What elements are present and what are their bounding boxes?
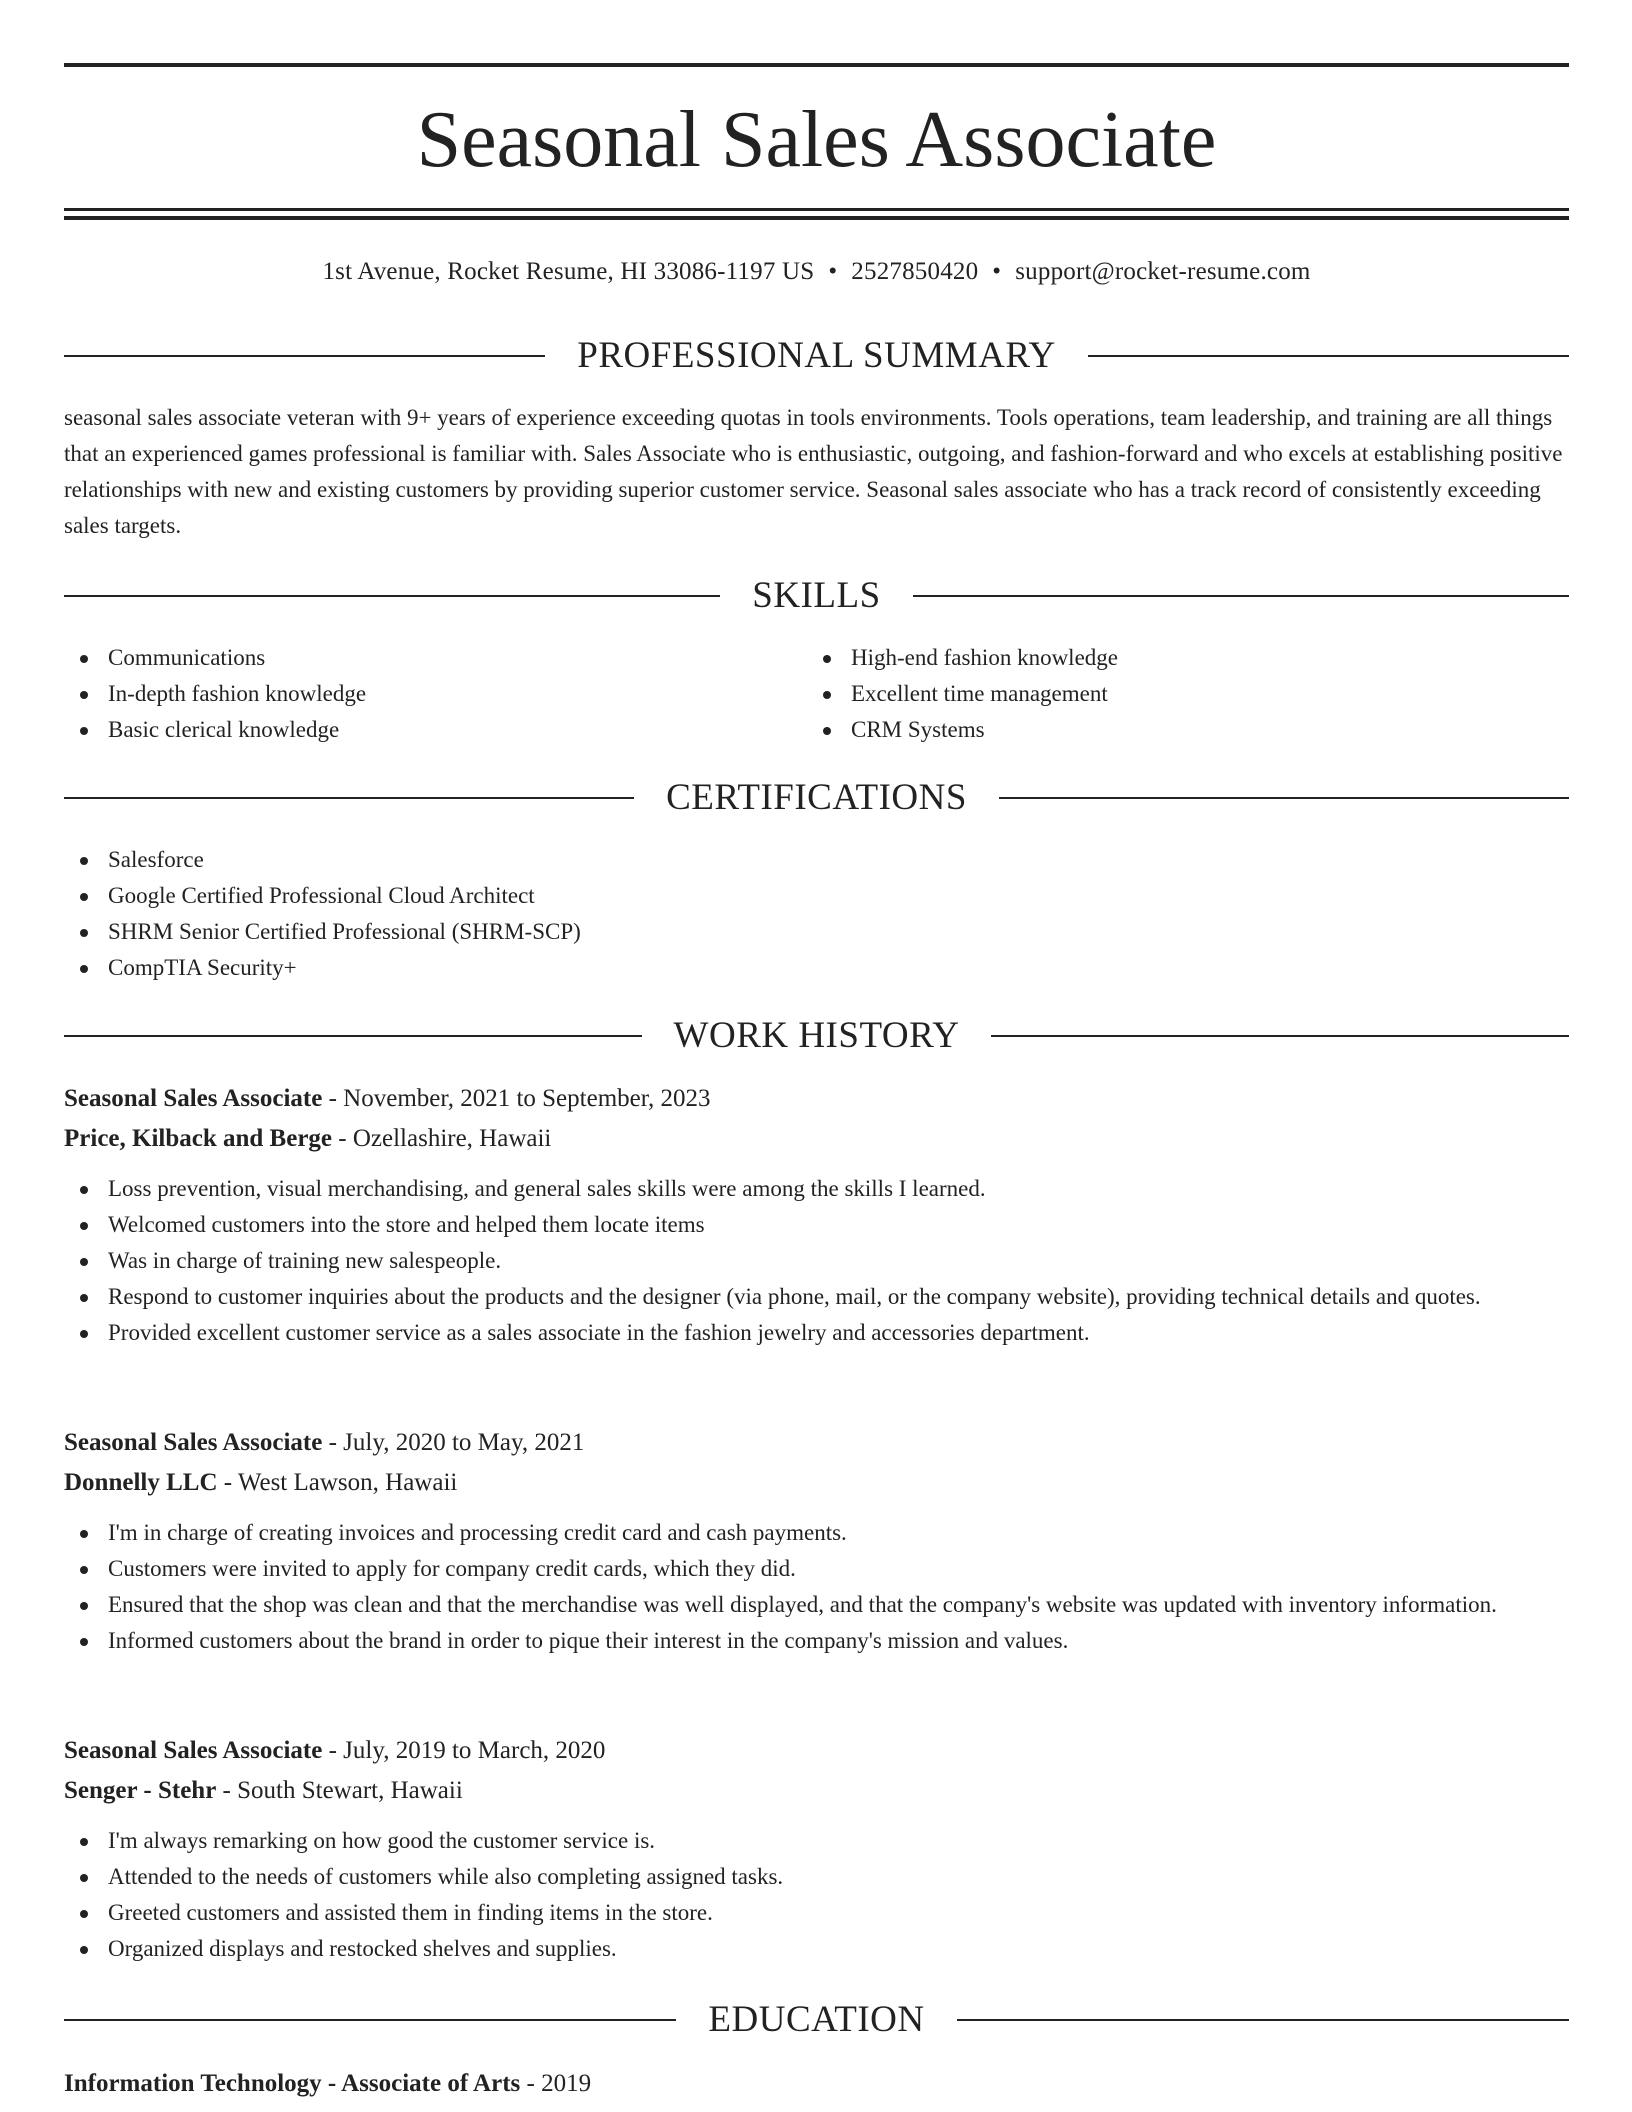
job-company-line (64, 1771, 1569, 1811)
job-title: Seasonal Sales Associate (64, 1737, 323, 1764)
job-bullet: Respond to customer inquiries about the products and the designer (via phone, mail, or the company website), providing technical details and quotes. (64, 1279, 1569, 1315)
job-bullet: Organized displays and restocked shelves and supplies. (64, 1931, 1569, 1967)
job-bullet: Customers were invited to apply for company credit cards, which they did. (64, 1551, 1569, 1587)
contact-phone: 2527850420 (851, 258, 979, 285)
job-bullet: Loss prevention, visual merchandising, and general sales skills were among the skills I learned. (64, 1171, 1569, 1207)
certification-item: Google Certified Professional Cloud Architect (64, 878, 581, 914)
heading-rule-left (64, 2019, 676, 2021)
heading-rule-right (1088, 355, 1569, 357)
certifications-list (64, 842, 581, 986)
skill-item: Communications (64, 640, 366, 676)
heading-rule-left (64, 1035, 642, 1037)
education-year: - 2019 (520, 2070, 592, 2097)
job-location: - South Stewart, Hawaii (216, 1777, 463, 1804)
certification-item: Salesforce (64, 842, 581, 878)
job-title-line (64, 1079, 1569, 1119)
heading-rule-right (957, 2019, 1569, 2021)
skill-item: Basic clerical knowledge (64, 712, 366, 748)
heading-rule-left (64, 355, 545, 357)
job-title: Seasonal Sales Associate (64, 1429, 323, 1456)
education-heading-label: EDUCATION (708, 1999, 925, 2040)
job-bullet: Ensured that the shop was clean and that the merchandise was well displayed, and that the company's website was updated with inventory information. (64, 1587, 1569, 1623)
skills-heading-label: SKILLS (752, 575, 881, 616)
top-rule (64, 63, 1569, 67)
title-rule-lower (64, 216, 1569, 220)
resume-title: Seasonal Sales Associate (416, 96, 1217, 184)
job-company: Donnelly LLC (64, 1469, 218, 1496)
job-dates: - July, 2020 to May, 2021 (322, 1429, 585, 1456)
job-bullet: Welcomed customers into the store and helped them locate items (64, 1207, 1569, 1243)
certification-item: SHRM Senior Certified Professional (SHRM-SCP) (64, 914, 581, 950)
skill-item: High-end fashion knowledge (807, 640, 1118, 676)
job-entry (64, 1079, 1569, 1351)
job-dates: - November, 2021 to September, 2023 (322, 1085, 711, 1112)
job-company: Price, Kilback and Berge (64, 1125, 333, 1152)
job-entry (64, 1731, 1569, 1967)
contact-separator: • (828, 258, 838, 285)
job-title: Seasonal Sales Associate (64, 1085, 323, 1112)
title-rule-upper (64, 208, 1569, 211)
heading-rule-right (999, 797, 1569, 799)
education-heading (64, 1998, 1569, 2042)
heading-rule-right (913, 595, 1569, 597)
job-bullet: Provided excellent customer service as a sales associate in the fashion jewelry and accessories department. (64, 1315, 1569, 1351)
job-bullet: Informed customers about the brand in order to pique their interest in the company's mission and values. (64, 1623, 1569, 1659)
job-location: - Ozellashire, Hawaii (332, 1125, 552, 1152)
job-bullet: I'm in charge of creating invoices and processing credit card and cash payments. (64, 1515, 1569, 1551)
education-degree: Information Technology - Associate of Arts (64, 2070, 521, 2097)
summary-heading-label: PROFESSIONAL SUMMARY (577, 335, 1056, 376)
education-entry (64, 2064, 591, 2104)
job-company: Senger - Stehr (64, 1777, 217, 1804)
certifications-heading-label: CERTIFICATIONS (666, 777, 967, 818)
job-company-line (64, 1119, 1569, 1159)
skill-item: CRM Systems (807, 712, 1118, 748)
contact-separator: • (992, 258, 1002, 285)
skills-heading (64, 574, 1569, 618)
job-company-line (64, 1463, 1569, 1503)
job-bullet: I'm always remarking on how good the customer service is. (64, 1823, 1569, 1859)
certification-item: CompTIA Security+ (64, 950, 581, 986)
heading-rule-right (991, 1035, 1569, 1037)
skills-list-right (807, 640, 1118, 748)
heading-rule-left (64, 595, 720, 597)
job-title-line (64, 1731, 1569, 1771)
job-bullet: Attended to the needs of customers while also completing assigned tasks. (64, 1859, 1569, 1895)
summary-text: seasonal sales associate veteran with 9+ years of experience exceeding quotas in tools environments. Tools operations, team leadership, and training are all things that an experienced games professional is familiar with. Sales Associate who is enthusiastic, outgoing, and fashion-forward and who excels at establishing positive relationships with new and existing customers by providing superior customer service. Seasonal sales associate who has a track record of consistently exceeding sales targets. (64, 405, 1563, 538)
job-bullets (64, 1515, 1569, 1659)
work-history-heading-label: WORK HISTORY (673, 1015, 960, 1056)
skill-item: Excellent time management (807, 676, 1118, 712)
heading-rule-left (64, 797, 634, 799)
job-location: - West Lawson, Hawaii (217, 1469, 458, 1496)
summary-heading (64, 334, 1569, 378)
certifications-heading (64, 776, 1569, 820)
job-entry (64, 1423, 1569, 1659)
job-bullets (64, 1823, 1569, 1967)
job-title-line (64, 1423, 1569, 1463)
job-bullet: Greeted customers and assisted them in finding items in the store. (64, 1895, 1569, 1931)
job-bullets (64, 1171, 1569, 1351)
contact-address: 1st Avenue, Rocket Resume, HI 33086-1197 US (322, 258, 815, 285)
skill-item: In-depth fashion knowledge (64, 676, 366, 712)
skills-list-left (64, 640, 366, 748)
contact-email: support@rocket-resume.com (1015, 258, 1311, 285)
contact-line (64, 254, 1569, 290)
job-dates: - July, 2019 to March, 2020 (322, 1737, 606, 1764)
job-bullet: Was in charge of training new salespeople. (64, 1243, 1569, 1279)
work-history-heading (64, 1014, 1569, 1058)
